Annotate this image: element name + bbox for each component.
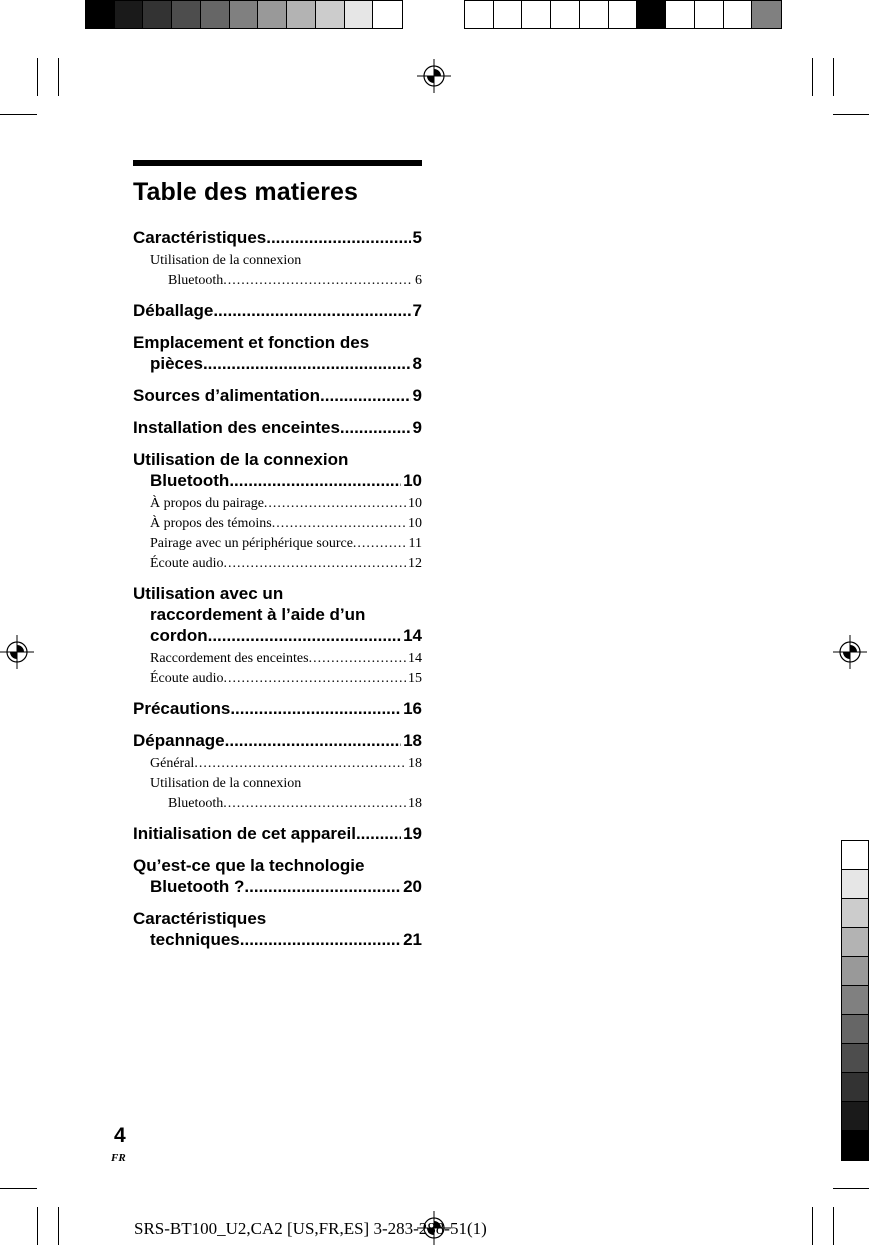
color-swatch: [666, 1, 695, 28]
toc-subentry[interactable]: [150, 494, 422, 514]
crop-mark: [812, 1207, 813, 1245]
toc-entry-title: Sources d’alimentation: [133, 386, 321, 405]
title-rule: [133, 160, 422, 166]
color-swatch: [373, 1, 402, 28]
crop-mark: [833, 114, 869, 115]
toc-entry[interactable]: [133, 730, 422, 751]
toc-entry[interactable]: [133, 698, 422, 719]
toc-entry-page: 20: [403, 877, 422, 896]
color-swatch: [551, 1, 580, 28]
color-swatch: [86, 1, 115, 28]
color-swatch: [637, 1, 666, 28]
color-swatch: [143, 1, 172, 28]
toc-entry[interactable]: [133, 227, 422, 248]
toc-subentry-page: 10: [408, 496, 422, 511]
crop-mark: [833, 1188, 869, 1189]
toc-entry-title: Bluetooth: [150, 471, 230, 490]
toc-subentry[interactable]: [150, 774, 422, 814]
toc-entry-title-line: Utilisation de la connexion: [133, 450, 349, 469]
toc-entry-title-line: Qu’est-ce que la technologie: [133, 856, 365, 875]
color-swatch: [842, 1015, 868, 1044]
crop-mark: [37, 58, 38, 96]
toc-entry[interactable]: [133, 417, 422, 438]
color-swatch: [842, 1131, 868, 1160]
toc-subentry-title: Bluetooth: [168, 273, 224, 288]
color-swatch: [465, 1, 494, 28]
crop-mark: [812, 58, 813, 96]
toc-entry-title: Déballage: [133, 301, 214, 320]
color-swatch: [724, 1, 753, 28]
toc-entry-title: Installation des enceintes: [133, 418, 340, 437]
color-swatch: [201, 1, 230, 28]
toc-entry-page: 21: [403, 930, 422, 949]
toc-subentries: [133, 494, 422, 574]
toc-entry-page: 14: [403, 626, 422, 645]
color-swatch: [345, 1, 374, 28]
toc-subentry-page: 6: [415, 273, 422, 288]
page-number: 4: [114, 1124, 126, 1147]
toc-entry-page: 9: [412, 386, 422, 405]
toc-subentry[interactable]: [150, 534, 422, 554]
color-swatch: [842, 841, 868, 870]
toc-subentry-title: Général: [150, 756, 195, 771]
toc-subentry-title: À propos du pairage: [150, 496, 264, 511]
toc-subentry-page: 12: [408, 556, 422, 571]
toc-subentry-page: 10: [408, 516, 422, 531]
toc-entry-title: Dépannage: [133, 731, 225, 750]
toc-subentries: [133, 754, 422, 814]
toc-subentry-page: 18: [408, 796, 422, 811]
toc-subentry-page: 11: [408, 536, 422, 551]
toc-subentry-title: Écoute audio: [150, 556, 224, 571]
toc-entry-title: cordon: [150, 626, 208, 645]
crop-mark: [37, 1207, 38, 1245]
toc-subentry-title-line: Utilisation de la connexion: [150, 776, 302, 791]
crop-mark: [833, 58, 834, 96]
color-swatch: [842, 1044, 868, 1073]
color-bar-side: [841, 840, 869, 1161]
page-title: Table des matieres: [133, 178, 359, 206]
toc-entry-page: 9: [412, 418, 422, 437]
color-swatch: [115, 1, 144, 28]
color-swatch: [842, 957, 868, 986]
toc-entry[interactable]: [133, 300, 422, 321]
color-bar-right: [464, 0, 782, 29]
toc-subentry[interactable]: [150, 669, 422, 689]
toc-entry-page: 16: [403, 699, 422, 718]
page-language: FR: [111, 1152, 126, 1164]
color-swatch: [580, 1, 609, 28]
registration-mark-icon: [833, 635, 867, 669]
toc-entry-page: 8: [412, 354, 422, 373]
color-swatch: [316, 1, 345, 28]
color-swatch: [695, 1, 724, 28]
registration-mark-icon: [417, 59, 451, 93]
color-swatch: [287, 1, 316, 28]
crop-mark: [0, 1188, 37, 1189]
toc-entry[interactable]: [133, 583, 422, 646]
toc-subentry-title: À propos des témoins: [150, 516, 272, 531]
toc-entry-page: 18: [403, 731, 422, 750]
toc-subentry[interactable]: [150, 514, 422, 534]
toc-entry-page: 5: [412, 228, 422, 247]
toc-entry-title: pièces: [150, 354, 203, 373]
toc-subentries: [133, 649, 422, 689]
color-swatch: [494, 1, 523, 28]
toc-entry-title-line: raccordement à l’aide d’un: [150, 605, 366, 624]
toc-subentry-page: 15: [408, 671, 422, 686]
toc-subentry-title-line: Utilisation de la connexion: [150, 253, 302, 268]
color-swatch: [842, 1102, 868, 1131]
footer-code: SRS-BT100_U2,CA2 [US,FR,ES] 3-283-288-51(1): [134, 1219, 487, 1238]
crop-mark: [58, 1207, 59, 1245]
crop-mark: [0, 114, 37, 115]
toc-entry[interactable]: [133, 823, 422, 844]
toc-subentry[interactable]: [150, 251, 422, 291]
toc-entry[interactable]: [133, 855, 422, 897]
crop-mark: [833, 1207, 834, 1245]
toc-subentry[interactable]: [150, 554, 422, 574]
toc-entry-title-line: Emplacement et fonction des: [133, 333, 370, 352]
crop-mark: [58, 58, 59, 96]
toc-entry-title: Bluetooth ?: [150, 877, 245, 896]
color-swatch: [842, 899, 868, 928]
toc-subentry[interactable]: [150, 754, 422, 774]
toc-entry-page: 10: [403, 471, 422, 490]
color-swatch: [842, 986, 868, 1015]
registration-mark-icon: [0, 635, 34, 669]
toc-entry-page: 7: [412, 301, 422, 320]
toc-subentry-page: 18: [408, 756, 422, 771]
color-swatch: [752, 1, 781, 28]
color-swatch: [258, 1, 287, 28]
toc-entry[interactable]: [133, 908, 422, 950]
color-swatch: [842, 1073, 868, 1102]
color-swatch: [230, 1, 259, 28]
toc-subentry-title: Écoute audio: [150, 671, 224, 686]
toc-subentries: [133, 251, 422, 291]
toc-entry-page: 19: [403, 824, 422, 843]
table-of-contents: [133, 160, 422, 961]
toc-entry[interactable]: [133, 332, 422, 374]
toc-subentry-title: Pairage avec un périphérique source: [150, 536, 353, 551]
color-swatch: [842, 928, 868, 957]
toc-entry-title: Précautions: [133, 699, 231, 718]
color-swatch: [842, 870, 868, 899]
color-bar-left: [85, 0, 403, 29]
toc-entry-title: Caractéristiques: [133, 228, 267, 247]
color-swatch: [609, 1, 638, 28]
toc-subentry-title: Bluetooth: [168, 796, 224, 811]
toc-subentry-page: 14: [408, 651, 422, 666]
toc-subentry[interactable]: [150, 649, 422, 669]
toc-subentry-title: Raccordement des enceintes: [150, 651, 309, 666]
toc-entry[interactable]: [133, 385, 422, 406]
color-swatch: [172, 1, 201, 28]
color-swatch: [522, 1, 551, 28]
toc-entry[interactable]: [133, 449, 422, 491]
toc-entry-title-line: Utilisation avec un: [133, 584, 284, 603]
toc-entry-title: techniques: [150, 930, 240, 949]
toc-entry-title: Initialisation de cet appareil: [133, 824, 356, 843]
toc-entry-title-line: Caractéristiques: [133, 909, 267, 928]
